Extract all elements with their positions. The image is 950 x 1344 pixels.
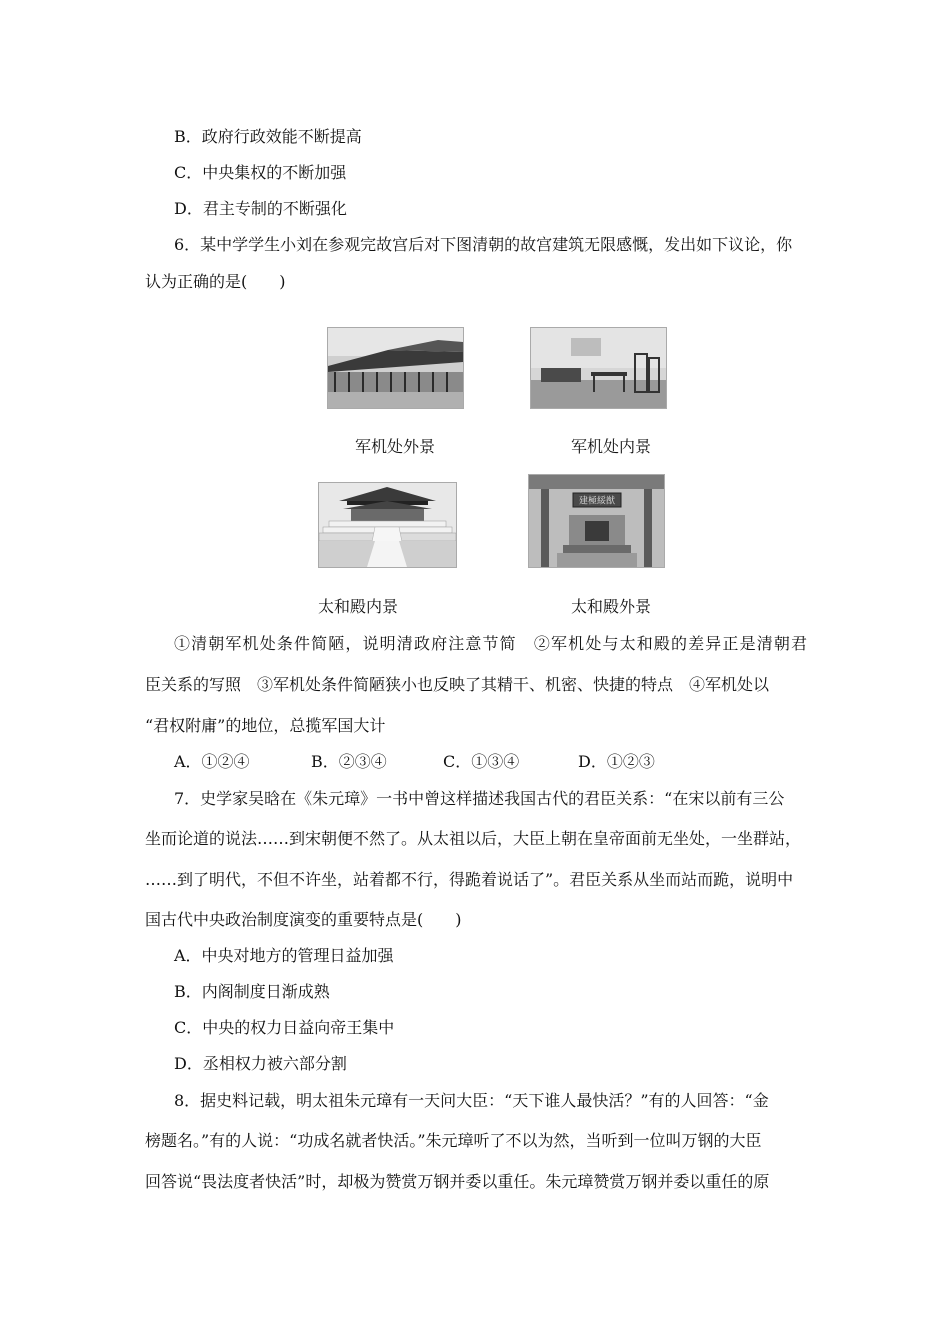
- caption-junjichu-exterior: 军机处外景: [355, 437, 436, 456]
- q6-statements-text-1: ①清朝军机处条件简陋，说明清政府注意节简 ②军机处与太和殿的差异正是清朝君: [174, 634, 807, 653]
- q6-option-c: C．①③④: [443, 752, 520, 771]
- q6-statements-line-2: 臣关系的写照 ③军机处条件简陋狭小也反映了其精干、机密、快捷的特点 ④军机处以: [145, 675, 770, 694]
- q6-statements-line-3: “君权附庸”的地位，总揽军国大计: [145, 716, 386, 735]
- q7-stem-line-1: 7．史学家吴晗在《朱元璋》一书中曾这样描述我国古代的君臣关系：“在宋以前有三公: [174, 789, 785, 808]
- junjichu-interior-photo: [530, 327, 667, 409]
- q6-option-b: B．②③④: [311, 752, 387, 771]
- q6-statements-line-1: [145, 634, 807, 654]
- q7-option-b: B．内阁制度日渐成熟: [174, 982, 330, 1001]
- q6-option-d: D．①②③: [578, 752, 655, 771]
- caption-junjichu-interior: 军机处内景: [571, 437, 652, 456]
- junjichu-interior-image: [531, 328, 666, 408]
- taihedian-throne-image: [529, 475, 664, 567]
- q8-stem-line-1: 8．据史料记载，明太祖朱元璋有一天问大臣：“天下谁人最快活？”有的人回答：“金: [174, 1091, 769, 1110]
- q5-option-c: C．中央集权的不断加强: [174, 163, 347, 182]
- q6-option-a: A．①②④: [174, 752, 250, 771]
- taihedian-building-photo: [318, 482, 457, 568]
- q6-stem-line-2: 认为正确的是( ): [145, 272, 286, 291]
- taihedian-throne-photo: [528, 474, 665, 568]
- taihedian-building-image: [319, 483, 456, 567]
- q7-stem-line-3: ……到了明代，不但不许坐，站着都不行，得跪着说话了”。君臣关系从坐而站而跪，说明中: [145, 870, 794, 889]
- junjichu-exterior-photo: [327, 327, 464, 409]
- q7-stem-line-4: 国古代中央政治制度演变的重要特点是( ): [145, 910, 462, 929]
- q6-stem-line-1: 6．某中学学生小刘在参观完故宫后对下图清朝的故宫建筑无限感慨，发出如下议论，你: [174, 235, 793, 254]
- caption-taihedian-exterior: 太和殿外景: [571, 597, 652, 616]
- q8-stem-line-3: 回答说“畏法度者快活”时，却极为赞赏万钢并委以重任。朱元璋赞赏万钢并委以重任的原: [145, 1172, 770, 1191]
- q7-option-a: A．中央对地方的管理日益加强: [174, 946, 394, 965]
- q7-option-c: C．中央的权力日益向帝王集中: [174, 1018, 395, 1037]
- hall-plaque-text: 建極綏猷: [578, 496, 616, 507]
- q5-option-b: B．政府行政效能不断提高: [174, 127, 362, 146]
- q7-option-d: D．丞相权力被六部分割: [174, 1054, 347, 1073]
- q8-stem-line-2: 榜题名。”有的人说：“功成名就者快活。”朱元璋听了不以为然，当听到一位叫万钢的大臣: [145, 1131, 762, 1150]
- junjichu-exterior-image: [328, 328, 463, 408]
- q7-stem-line-2: 坐而论道的说法……到宋朝便不然了。从太祖以后，大臣上朝在皇帝面前无坐处，一坐群站，: [145, 829, 802, 848]
- q5-option-d: D．君主专制的不断强化: [174, 199, 347, 218]
- caption-taihedian-interior: 太和殿内景: [318, 597, 399, 616]
